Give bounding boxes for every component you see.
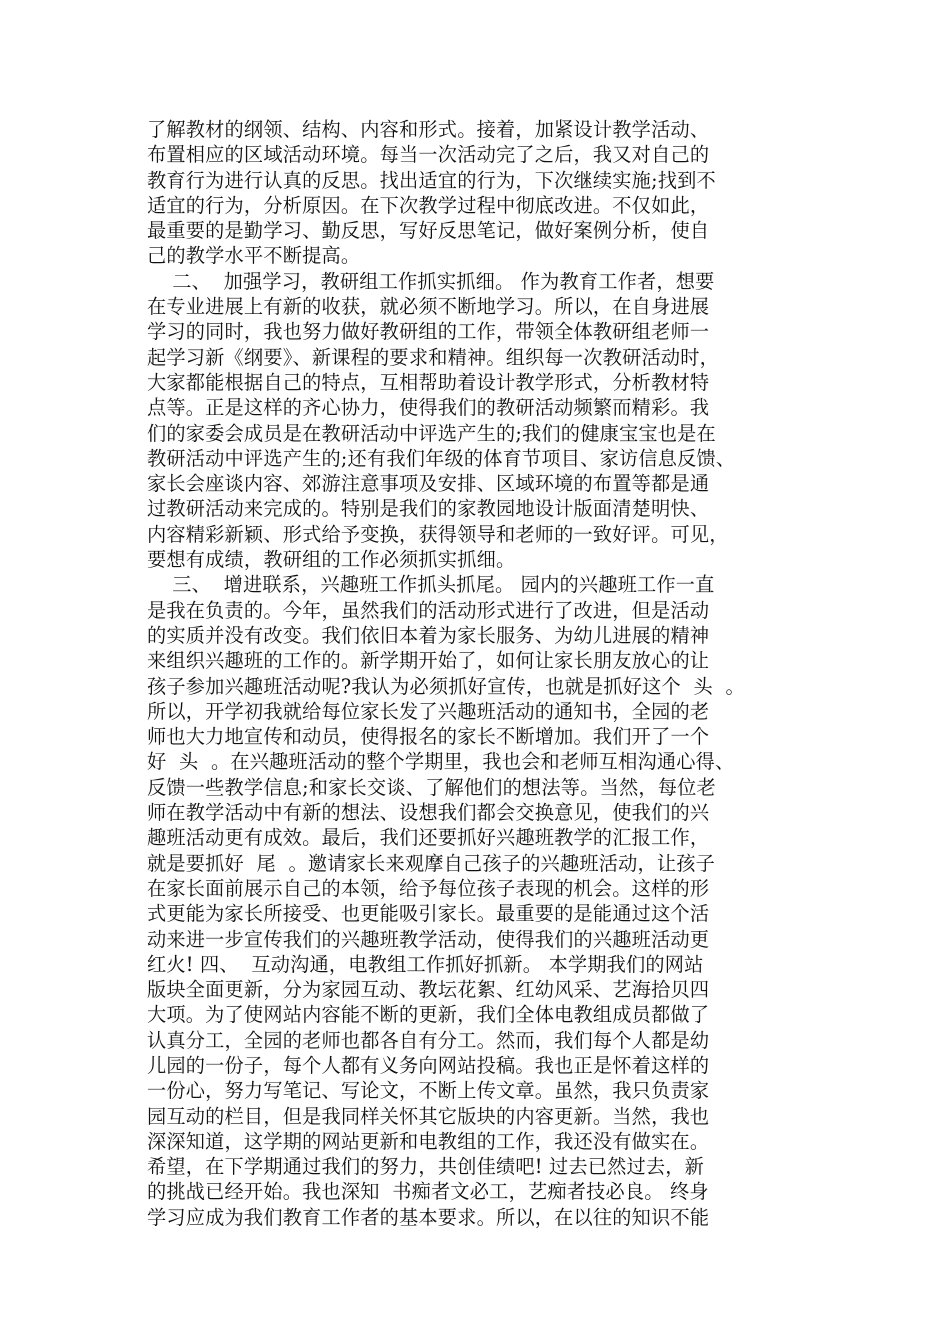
text-line: 趣班活动更有成效。最后，我们还要抓好兴趣班教学的汇报工作， — [147, 826, 710, 850]
text-line: 学习的同时，我也努力做好教研组的工作，带领全体教研组老师一 — [147, 320, 710, 344]
text-line: 师也大力地宣传和动员，使得报名的家长不断增加。我们开了一个 — [147, 725, 710, 749]
text-line: 好 头 。在兴趣班活动的整个学期里，我也会和老师互相沟通心得、 — [147, 750, 735, 774]
text-line: 师在教学活动中有新的想法、设想我们都会交换意见，使我们的兴 — [147, 801, 710, 825]
text-line: 所以，开学初我就给每位家长发了兴趣班活动的通知书，全园的老 — [147, 699, 710, 723]
text-line: 三、 增进联系，兴趣班工作抓头抓尾。 园内的兴趣班工作一直 — [147, 573, 715, 597]
body-text — [147, 117, 827, 1230]
text-line: 式更能为家长所接受、也更能吸引家长。最重要的是能通过这个活 — [147, 902, 710, 926]
text-line: 布置相应的区域活动环境。每当一次活动完了之后，我又对自己的 — [147, 143, 710, 167]
text-line: 在家长面前展示自己的本领，给予每位孩子表现的机会。这样的形 — [147, 876, 710, 900]
text-line: 动来进一步宣传我们的兴趣班教学活动，使得我们的兴趣班活动更 — [147, 927, 710, 951]
text-line: 过教研活动来完成的。特别是我们的家教园地设计版面清楚明快、 — [147, 497, 710, 521]
text-line: 学习应成为我们教育工作者的基本要求。所以，在以往的知识不能 — [147, 1205, 710, 1229]
text-line: 们的家委会成员是在教研活动中评选产生的;我们的健康宝宝也是在 — [147, 421, 716, 445]
text-line: 希望，在下学期通过我们的努力，共创佳绩吧! 过去已然过去，新 — [147, 1155, 705, 1179]
text-line: 的实质并没有改变。我们依旧本着为家长服务、为幼儿进展的精神 — [147, 623, 710, 647]
text-line: 版块全面更新，分为家园互动、教坛花絮、红幼风采、艺海拾贝四 — [147, 978, 710, 1002]
text-line: 最重要的是勤学习、勤反思，写好反思笔记，做好案例分析，使自 — [147, 219, 710, 243]
text-line: 的挑战已经开始。我也深知 书痴者文必工，艺痴者技必良。 终身 — [147, 1180, 709, 1204]
text-line: 要想有成绩，教研组的工作必须抓实抓细。 — [147, 548, 516, 572]
text-line: 起学习新《纲要》、新课程的要求和精神。组织每一次教研活动时， — [147, 345, 720, 369]
text-line: 在专业进展上有新的收获，就必须不断地学习。所以，在自身进展 — [147, 295, 710, 319]
text-line: 是我在负责的。今年，虽然我们的活动形式进行了改进，但是活动 — [147, 598, 710, 622]
text-line: 儿园的一份子，每个人都有义务向网站投稿。我也正是怀着这样的 — [147, 1053, 710, 1077]
text-line: 了解教材的纲领、结构、内容和形式。接着，加紧设计教学活动、 — [147, 118, 710, 141]
text-line: 家长会座谈内容、郊游注意事项及安排、区域环境的布置等都是通 — [147, 472, 710, 496]
text-line: 红火! 四、 互动沟通，电教组工作抓好抓新。 本学期我们的网站 — [147, 952, 704, 976]
text-line: 一份心，努力写笔记、写论文，不断上传文章。虽然，我只负责家 — [147, 1079, 710, 1103]
text-line: 己的教学水平不断提高。 — [147, 244, 361, 268]
text-line: 大家都能根据自己的特点，互相帮助着设计教学形式，分析教材特 — [147, 370, 710, 394]
text-line: 来组织兴趣班的工作的。新学期开始了，如何让家长朋友放心的让 — [147, 649, 710, 673]
text-line: 园互动的栏目，但是我同样关怀其它版块的内容更新。当然，我也 — [147, 1104, 710, 1128]
text-line: 反馈一些教学信息;和家长交谈、了解他们的想法等。当然，每位老 — [147, 775, 716, 799]
text-line: 适宜的行为，分析原因。在下次教学过程中彻底改进。不仅如此， — [147, 193, 710, 217]
text-line: 孩子参加兴趣班活动呢?我认为必须抓好宣传，也就是抓好这个 头 。 — [147, 674, 745, 698]
text-line: 点等。正是这样的齐心协力，使得我们的教研活动频繁而精彩。我 — [147, 396, 710, 420]
text-line: 深深知道，这学期的网站更新和电教组的工作，我还没有做实在。 — [147, 1129, 710, 1153]
text-line: 教研活动中评选产生的;还有我们年级的体育节项目、家访信息反馈、 — [147, 446, 736, 470]
text-line: 教育行为进行认真的反思。找出适宜的行为，下次继续实施;找到不 — [147, 168, 716, 192]
text-line: 就是要抓好 尾 。邀请家长来观摩自己孩子的兴趣班活动，让孩子 — [147, 851, 716, 875]
text-line: 大项。为了使网站内容能不断的更新，我们全体电教组成员都做了 — [147, 1003, 710, 1027]
text-line: 二、 加强学习，教研组工作抓实抓细。 作为教育工作者，想要 — [147, 269, 715, 293]
text-line: 内容精彩新颖、形式给予变换，获得领导和老师的一致好评。可见， — [147, 522, 729, 546]
text-line: 认真分工，全园的老师也都各自有分工。然而，我们每个人都是幼 — [147, 1028, 710, 1052]
